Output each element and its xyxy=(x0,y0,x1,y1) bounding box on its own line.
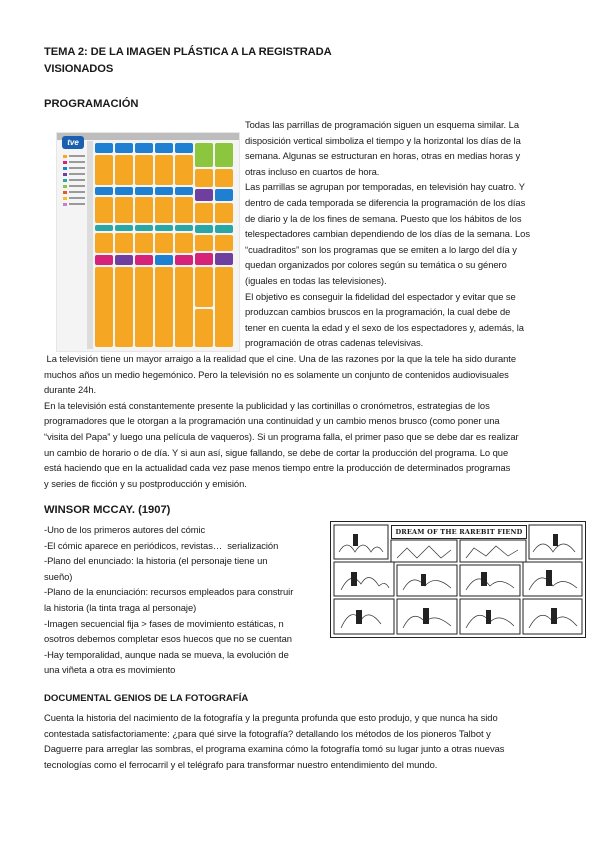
list-item: la historia (la tinta traga al personaje) xyxy=(44,601,197,613)
right-line: “cuadraditos” son los programas que se emiten a lo largo del día y xyxy=(245,243,517,255)
schedule-legend xyxy=(63,155,85,206)
comic-strip-image xyxy=(330,521,586,638)
list-item: -Hay temporalidad, aunque nada se mueva, la evolución de xyxy=(44,648,289,660)
full-line: “visita del Papa” y luego una película de vaqueros). Si un programa falla, el primer paso que se debe dar es realizar xyxy=(44,430,519,442)
list-item: -Plano del enunciado: la historia (el personaje tiene un xyxy=(44,555,268,567)
winsor-heading: WINSOR MCCAY. (1907) xyxy=(44,504,171,516)
list-item: una viñeta a otra es movimiento xyxy=(44,664,176,676)
right-line: semana. Algunas se estructuran en horas, otras en medias horas y xyxy=(245,150,521,162)
programacion-heading: PROGRAMACIÓN xyxy=(44,98,139,110)
full-line: un cambio de horario o de día. Y si aun así, sigue fallando, se debe de cortar la producción del programa. Lo que xyxy=(44,446,509,458)
doc-line: tecnologías como el ferrocarril y el telégrafo para transformar nuestro entendimiento del mundo. xyxy=(44,758,438,770)
schedule-blocks xyxy=(95,143,233,347)
right-line: telespectadores cambian dependiendo de los días de la semana. Los xyxy=(245,228,530,240)
programacion-right-text xyxy=(245,117,590,351)
tve-logo: tve xyxy=(62,136,84,149)
list-item: osotros debemos completar esos huecos que no se cuentan xyxy=(44,633,292,645)
right-line: produzcan cambios bruscos en la programación, la cual debe de xyxy=(245,306,511,318)
full-line: muchos años un medio hegemónico. Pero la televisión no es solamente un conjunto de contenidos audiovisuales xyxy=(44,368,509,380)
list-item: -El cómic aparece en periódicos, revistas… serialización xyxy=(44,539,279,551)
comic-title: DREAM OF THE RAREBIT FIEND xyxy=(391,525,527,539)
right-line: programación de otras cadenas televisivas. xyxy=(245,337,424,349)
doc-line: contestada satisfactoriamente: ¿para qué sirve la fotografía? detallando los métodos de los pioneros Talbot y xyxy=(44,727,491,739)
right-line: disposición vertical simboliza el tiempo y la horizontal los días de la xyxy=(245,134,521,146)
full-line: En la televisión está constantemente presente la publicidad y las cortinillas o cronómetros, estrategias de los xyxy=(44,399,490,411)
right-line: tener en cuenta la edad y el sexo de los espectadores y, además, la xyxy=(245,321,524,333)
doc-line: Cuenta la historia del nacimiento de la fotografía y la pregunta profunda que esto produjo, y que nunca ha sido xyxy=(44,712,498,723)
right-line: quedan organizados por colores según su temática o su género xyxy=(245,259,507,271)
list-item: -Imagen secuencial fija > fases de movimiento estáticas, n xyxy=(44,617,284,629)
right-line: Las parrillas se agrupan por temporadas, en televisión hay cuatro. Y xyxy=(245,181,525,193)
full-line: durante 24h. xyxy=(44,384,97,396)
tv-schedule-grid xyxy=(57,133,239,351)
right-line: Todas las parrillas de programación siguen un esquema similar. La xyxy=(245,119,519,130)
right-line: (iguales en todas las televisiones). xyxy=(245,274,387,286)
title-line-1: TEMA 2: DE LA IMAGEN PLÁSTICA A LA REGISTRADA xyxy=(44,46,332,58)
documental-heading: DOCUMENTAL GENIOS DE LA FOTOGRAFÍA xyxy=(44,693,249,704)
right-line: de diario y la de los fines de semana. Puesto que los hábitos de los xyxy=(245,212,522,224)
doc-line: Daguerre para arreglar las sombras, el programa examina cómo la fotografía tomó su lugar junto a otras nuevas xyxy=(44,743,505,755)
right-line: El objetivo es conseguir la fidelidad del espectador y evitar que se xyxy=(245,290,516,302)
programacion-full-text xyxy=(44,351,592,491)
full-line: La televisión tiene un mayor arraigo a la realidad que el cine. Una de las razones por la que la tele ha sido durante xyxy=(44,353,517,364)
list-item: -Plano de la enunciación: recursos empleados para construir xyxy=(44,586,294,598)
document-title xyxy=(44,44,332,78)
winsor-list xyxy=(44,522,326,678)
comic-panels xyxy=(331,522,585,637)
right-line: dentro de cada temporada se diferencia la programación de los días xyxy=(245,196,526,208)
list-item: sueño) xyxy=(44,570,73,582)
full-line: está haciendo que en la actualidad cada vez pase menos tiempo entre la producción de determinados programas xyxy=(44,462,511,474)
title-line-2: VISIONADOS xyxy=(44,63,114,75)
documental-text xyxy=(44,710,594,772)
full-line: y series de ficción y su postproducción y emisión. xyxy=(44,477,247,489)
list-item: -Uno de los primeros autores del cómic xyxy=(44,524,206,535)
full-line: programadores que le otorgan a la programación una continuidad y un cambio menos brusco (como poner una xyxy=(44,415,500,427)
tv-schedule-image xyxy=(56,132,240,352)
right-line: otras incluso en cuartos de hora. xyxy=(245,165,380,177)
